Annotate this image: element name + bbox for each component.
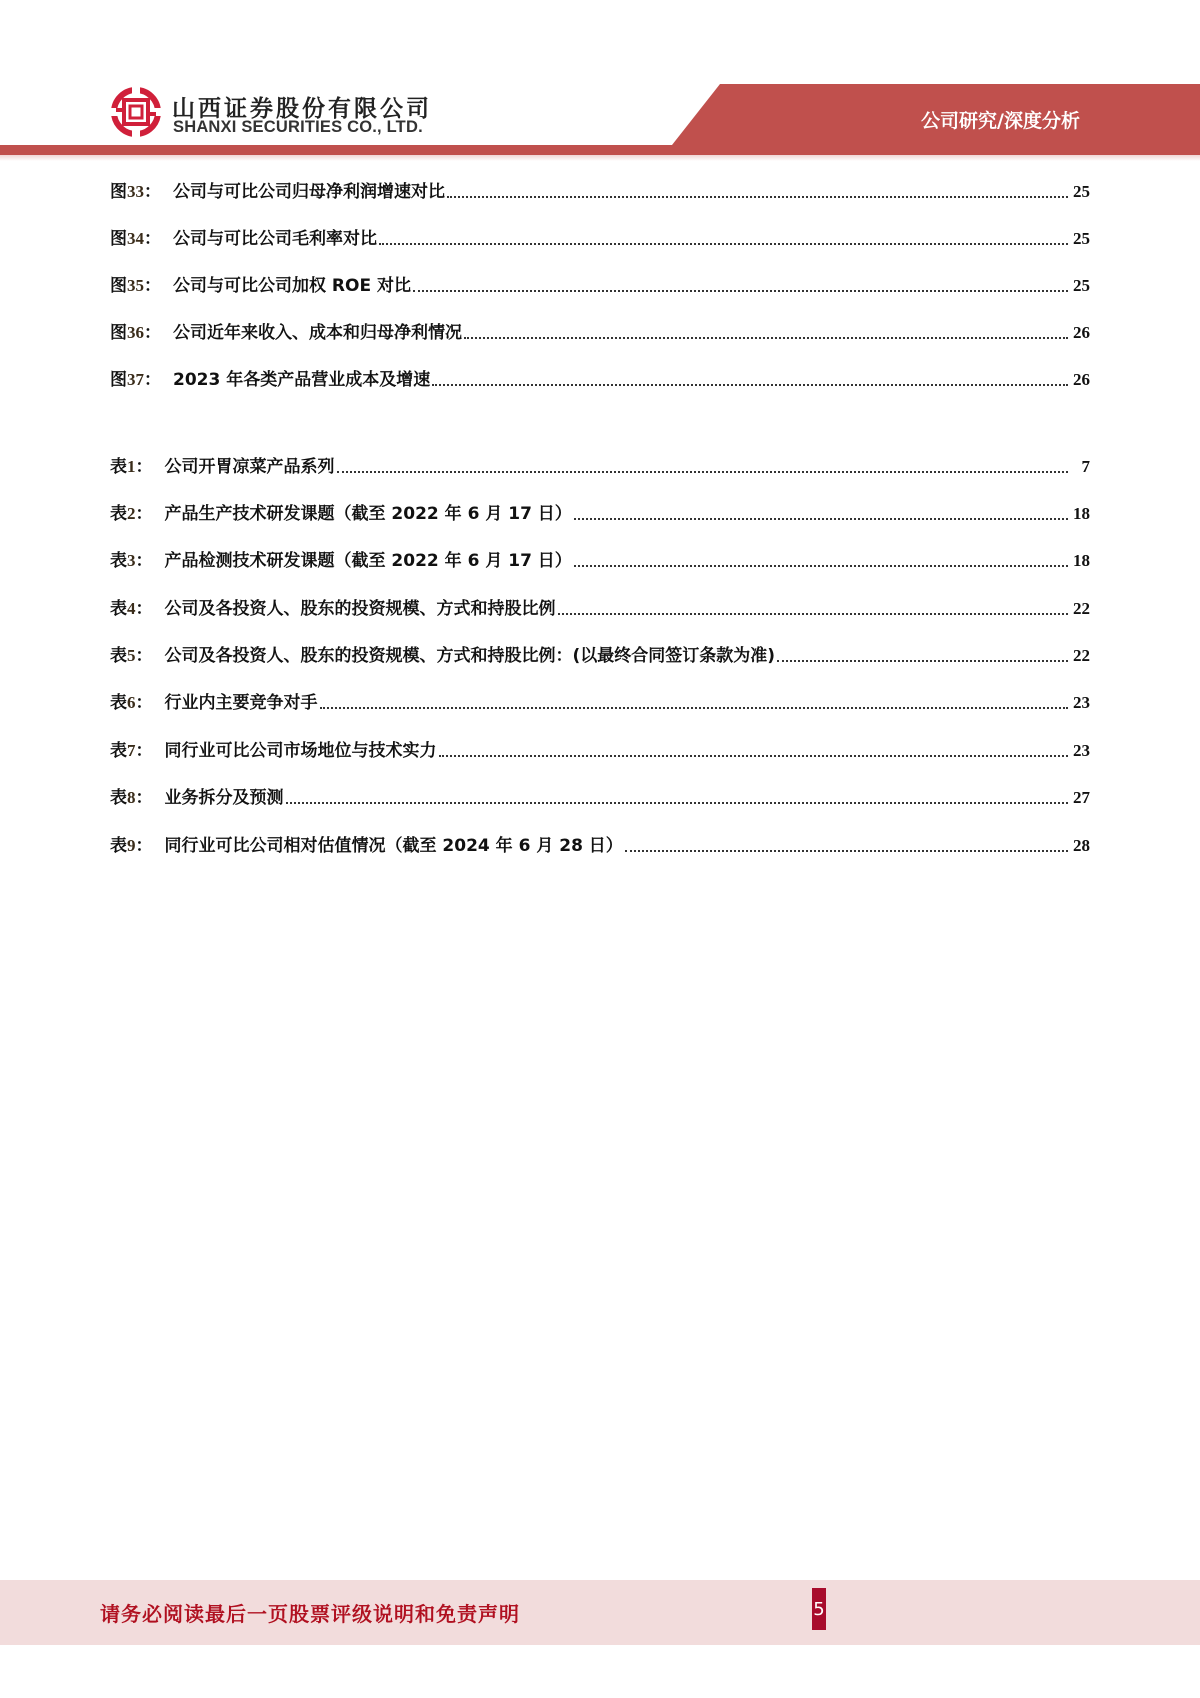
entry-number: 9 <box>127 836 136 855</box>
entry-prefix: 表 <box>110 599 127 619</box>
entry-title: 行业内主要竞争对手 <box>164 693 318 713</box>
entry-page: 23 <box>1073 693 1090 712</box>
entry-page: 22 <box>1073 599 1090 618</box>
toc-entry-table-5[interactable] <box>110 640 1090 666</box>
header-divider-shadow <box>0 155 1200 161</box>
toc-entry-table-6[interactable] <box>110 687 1090 713</box>
entry-page: 23 <box>1073 741 1090 760</box>
dot-leader <box>558 613 1069 615</box>
entry-prefix: 图 <box>110 182 127 202</box>
entry-number: 8 <box>127 788 136 807</box>
dot-leader <box>574 518 1068 520</box>
entry-prefix: 表 <box>110 504 127 524</box>
entry-page: 28 <box>1073 836 1090 855</box>
dot-leader <box>320 707 1069 709</box>
dot-leader <box>464 337 1068 339</box>
entry-title: 2023 年各类产品营业成本及增速 <box>173 370 431 390</box>
entry-colon: ： <box>135 504 153 524</box>
entry-title: 公司开胃凉菜产品系列 <box>164 457 335 477</box>
toc-entry-table-1[interactable] <box>110 451 1090 477</box>
entry-number: 1 <box>127 457 136 476</box>
entry-prefix: 图 <box>110 370 127 390</box>
entry-page: 25 <box>1073 229 1090 248</box>
dot-leader <box>625 850 1068 852</box>
entry-number: 34 <box>127 229 144 248</box>
dot-leader <box>447 196 1068 198</box>
page-number: 5 <box>812 1588 826 1630</box>
page-header <box>0 0 1200 165</box>
entry-number: 35 <box>127 276 144 295</box>
entry-prefix: 表 <box>110 457 127 477</box>
entry-colon: ： <box>135 551 153 571</box>
toc-entry-table-7[interactable] <box>110 735 1090 761</box>
entry-colon: ： <box>144 370 161 390</box>
entry-title: 同行业可比公司相对估值情况（截至 2024 年 6 月 28 日） <box>164 836 623 856</box>
entry-colon: ： <box>144 182 161 202</box>
entry-prefix: 表 <box>110 693 127 713</box>
entry-number: 4 <box>127 599 136 618</box>
dot-leader <box>413 290 1068 292</box>
toc-entry-table-4[interactable] <box>110 593 1090 619</box>
entry-title: 公司与可比公司归母净利润增速对比 <box>173 182 445 202</box>
entry-colon: ： <box>135 836 153 856</box>
page-footer <box>0 1580 1200 1645</box>
entry-colon: ： <box>135 788 153 808</box>
entry-colon: ： <box>135 457 153 477</box>
entry-title: 公司与可比公司毛利率对比 <box>173 229 377 249</box>
entry-prefix: 表 <box>110 741 127 761</box>
entry-number: 2 <box>127 504 136 523</box>
entry-page: 25 <box>1073 276 1090 295</box>
toc-entry-figure-36[interactable] <box>110 317 1090 343</box>
entry-title: 业务拆分及预测 <box>164 788 284 808</box>
entry-colon: ： <box>135 646 153 666</box>
entry-prefix: 表 <box>110 788 127 808</box>
entry-number: 3 <box>127 551 136 570</box>
dot-leader <box>432 384 1068 386</box>
toc-entry-figure-33[interactable] <box>110 176 1090 202</box>
toc-entry-table-9[interactable] <box>110 830 1090 856</box>
toc-entry-figure-37[interactable] <box>110 364 1090 390</box>
toc-entry-figure-34[interactable] <box>110 223 1090 249</box>
entry-number: 33 <box>127 182 144 201</box>
dot-leader <box>286 802 1069 804</box>
entry-number: 36 <box>127 323 144 342</box>
entry-colon: ： <box>135 741 153 761</box>
entry-page: 26 <box>1073 370 1090 389</box>
entry-prefix: 表 <box>110 646 127 666</box>
entry-title: 产品生产技术研发课题（截至 2022 年 6 月 17 日） <box>164 504 572 524</box>
disclaimer-notice: 请务必阅读最后一页股票评级说明和免责声明 <box>100 1602 520 1626</box>
entry-number: 5 <box>127 646 136 665</box>
company-name-cn: 山西证券股份有限公司 <box>172 96 432 122</box>
entry-colon: ： <box>135 693 153 713</box>
entry-page: 18 <box>1073 504 1090 523</box>
toc-entry-table-8[interactable] <box>110 782 1090 808</box>
entry-title: 公司及各投资人、股东的投资规模、方式和持股比例 <box>164 599 556 619</box>
entry-number: 7 <box>127 741 136 760</box>
entry-colon: ： <box>144 229 161 249</box>
entry-page: 18 <box>1073 551 1090 570</box>
entry-title: 公司与可比公司加权 ROE 对比 <box>173 276 411 296</box>
dot-leader <box>777 660 1068 662</box>
entry-page: 26 <box>1073 323 1090 342</box>
entry-page: 22 <box>1073 646 1090 665</box>
entry-page: 25 <box>1073 182 1090 201</box>
entry-title: 产品检测技术研发课题（截至 2022 年 6 月 17 日） <box>164 551 572 571</box>
entry-title: 公司及各投资人、股东的投资规模、方式和持股比例：(以最终合同签订条款为准) <box>164 646 776 666</box>
entry-prefix: 图 <box>110 323 127 343</box>
entry-title: 同行业可比公司市场地位与技术实力 <box>164 741 437 761</box>
toc-entry-figure-35[interactable] <box>110 270 1090 296</box>
entry-prefix: 表 <box>110 551 127 571</box>
entry-colon: ： <box>144 276 161 296</box>
entry-title: 公司近年来收入、成本和归母净利情况 <box>173 323 462 343</box>
dot-leader <box>337 471 1069 473</box>
header-divider <box>0 145 1200 155</box>
entry-prefix: 图 <box>110 276 127 296</box>
dot-leader <box>379 243 1068 245</box>
entry-page: 27 <box>1073 788 1090 807</box>
entry-page: 7 <box>1081 457 1090 476</box>
entry-number: 6 <box>127 693 136 712</box>
company-logo-icon <box>110 86 162 138</box>
dot-leader <box>574 565 1068 567</box>
entry-prefix: 图 <box>110 229 127 249</box>
entry-number: 37 <box>127 370 144 389</box>
entry-colon: ： <box>144 323 161 343</box>
entry-prefix: 表 <box>110 836 127 856</box>
entry-colon: ： <box>135 599 153 619</box>
toc-entry-table-3[interactable] <box>110 545 1090 571</box>
dot-leader <box>439 755 1069 757</box>
section-label: 公司研究/深度分析 <box>921 110 1080 132</box>
toc-entry-table-2[interactable] <box>110 498 1090 524</box>
company-name-en: SHANXI SECURITIES CO., LTD. <box>173 118 423 136</box>
